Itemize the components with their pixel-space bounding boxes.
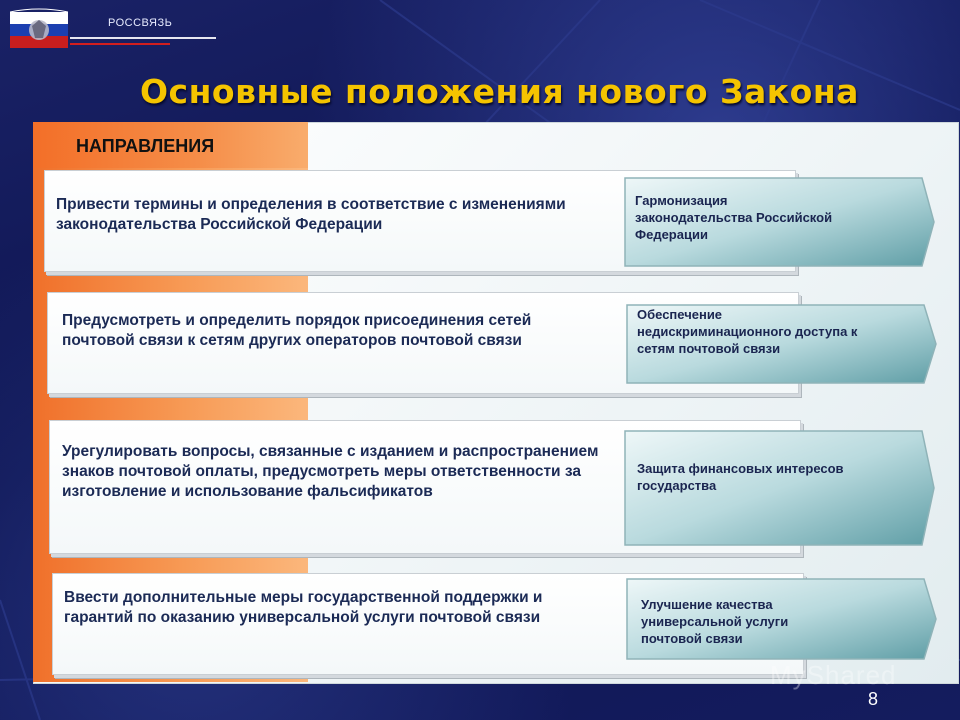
org-name: РОССВЯЗЬ bbox=[108, 17, 173, 29]
watermark: MyShared bbox=[770, 660, 897, 690]
direction-text-3: Урегулировать вопросы, связанные с изданием и распространением знаков почтовой оплаты, предусмотреть меры ответственности за изготовление и использование фальсификатов bbox=[62, 443, 599, 500]
direction-text-2: Предусмотреть и определить порядок присоединения сетей почтовой связи к сетям других операторов почтовой связи bbox=[62, 312, 532, 349]
goal-text-3: Защита финансовых интересов государства bbox=[637, 461, 844, 493]
header-divider bbox=[70, 37, 216, 39]
goal-text-2: Обеспечение недискриминационного доступа к сетям почтовой связи bbox=[637, 307, 858, 356]
coat-of-arms-logo bbox=[10, 8, 68, 52]
direction-text-1: Привести термины и определения в соответствие с изменениями законодательства Российской Федерации bbox=[56, 196, 566, 233]
goal-text-4: Улучшение качества универсальной услуги почтовой связи bbox=[641, 597, 789, 646]
page-title: Основные положения нового Закона bbox=[140, 72, 859, 111]
page-number: 8 bbox=[868, 689, 879, 709]
direction-text-4: Ввести дополнительные меры государственной поддержки и гарантий по оказанию универсальной услуги почтовой связи bbox=[64, 589, 543, 626]
section-header: НАПРАВЛЕНИЯ bbox=[76, 136, 215, 156]
header-divider-red bbox=[70, 43, 170, 45]
goal-text-1: Гармонизация законодательства Российской Федерации bbox=[635, 193, 833, 242]
